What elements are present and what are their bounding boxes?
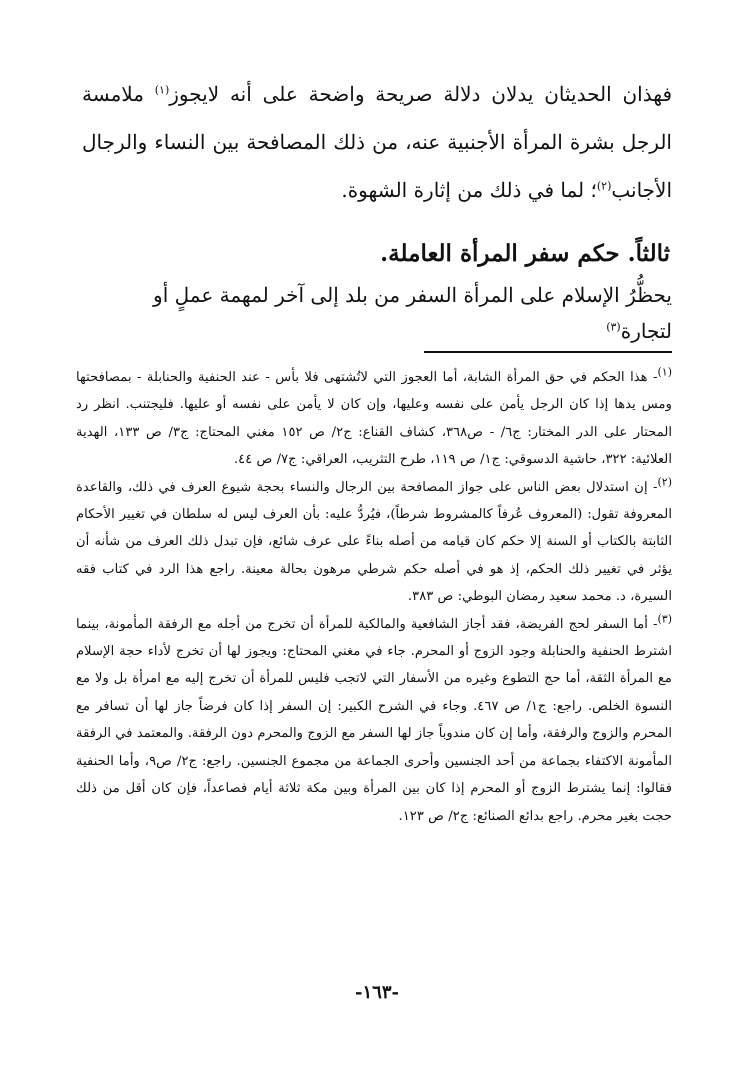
footnote-separator: [424, 351, 672, 353]
footnote-1-marker: (١): [657, 365, 672, 379]
footnote-ref-3: (٣): [606, 320, 621, 334]
footnote-3: [76, 611, 672, 830]
section-heading: ثالثاً. حكم سفر المرأة العاملة.: [380, 240, 670, 267]
footnote-ref-2: (٢): [596, 179, 612, 193]
paragraph-1: [82, 70, 672, 214]
footnote-1-text: - هذا الحكم في حق المرأة الشابة، أما العجوز التي لاتُشتهى فلا بأس - عند الحنفية والحنابلة - بمصافحتها ومس يدها إذا كان الرجل يأمن على نفسه وعليها، وإن كان لا يأمن على نفسه أو عليها. فليجتنب. انظر رد المحتار على الدر المختار: ج٦/ - ص٣٦٨، كشاف القناع: ج٢/ ص ١٥٢ مغني المحتاج: ج٣/ ص ١٣٣، الهدية العلائية: ٣٢٢، حاشية الدسوقي: ج١/ ص ١١٩، طرح التثريب، العراقي: ج٧/ ص ٤٤.: [76, 370, 672, 468]
footnote-1: [76, 364, 672, 474]
page-number: -١٦٣-: [355, 982, 399, 1003]
footnotes-section: [76, 364, 672, 830]
footnote-2: [76, 474, 672, 611]
footnote-2-marker: (٢): [657, 475, 672, 489]
main-paragraph: [82, 70, 672, 214]
second-paragraph: [82, 277, 672, 349]
paragraph-1-continuation: ملامسة الرجل بشرة المرأة الأجنبية عنه، من ذلك المصافحة بين النساء والرجال الأجانب: [82, 82, 672, 202]
paragraph-2-text: يحظُّرُ الإسلام على المرأة السفر من بلد إلى آخر لمهمة عملٍ أو لتجارة: [153, 283, 672, 343]
footnote-3-text: - أما السفر لحج الفريضة، فقد أجاز الشافعية والمالكية للمرأة أن تخرج من أجله مع الرفقة المأمونة، بينما اشترط الحنفية والحنابلة وجود الزوج أو المحرم. جاء في مغني المحتاج: ويجوز لها أن تخرج لأداء حجة الإسلام مع المرأة الثقة، أما حج التطوع وغيره من الأسفار التي لاتجب فليس للمرأة أن تخرج إليه مع امرأة بل ولا مع النسوة الخلص. راجع: ج١/ ص ٤٦٧. وجاء في الشرح الكبير: إن السفر إذا كان فرضاً جاز لها أن تسافر مع المحرم والزوج والرفقة، وأما إن كان مندوباً جاز لها السفر مع الزوج والمحرم دون الرفقة. والمعتمد في الرفقة المأمونة الاكتفاء بجماعة من أحد الجنسين وأحرى الجماعة من مجموع الجنسين. راجع: ج٢/ ص٩، وأما الحنفية فقالوا: إنما يشترط الزوج أو المحرم إذا كان بين المرأة وبين مكة ثلاثة أيام فصاعداً، فإن كان أقل من ذلك حجت بغير محرم. راجع بدائع الصنائع: ج٢/ ص ١٢٣.: [76, 616, 672, 824]
footnote-3-marker: (٣): [657, 612, 672, 626]
paragraph-1-start: فهذان الحديثان يدلان دلالة صريحة واضحة على أنه لايجوز: [169, 82, 673, 106]
footnote-2-text: - إن استدلال بعض الناس على جواز المصافحة بين الرجال والنساء بحجة شيوع العرف في ذلك، والقاعدة المعروفة تقول: (المعروف عُرفاً كالمشروط شرطاً)، فيُردُّ عليه: بأن العرف ليس له سلطان في تغيير الأحكام الثابتة بالكتاب أو السنة إلا حكم كان قيامه من أصله بناءً على عرف شائع، فإن تبدل ذلك العرف من شأنه أن يؤثر في تغيير ذلك الحكم، إذ هو في أصله حكم شرطي مرهون بحالة معينة. راجع هذا الرد في كتاب فقه السيرة، د. محمد سعيد رمضان البوطي: ص ٣٨٣.: [76, 479, 672, 605]
footnote-ref-1: (١): [154, 83, 170, 97]
paragraph-1-end: ؛ لما في ذلك من إثارة الشهوة.: [341, 178, 597, 202]
